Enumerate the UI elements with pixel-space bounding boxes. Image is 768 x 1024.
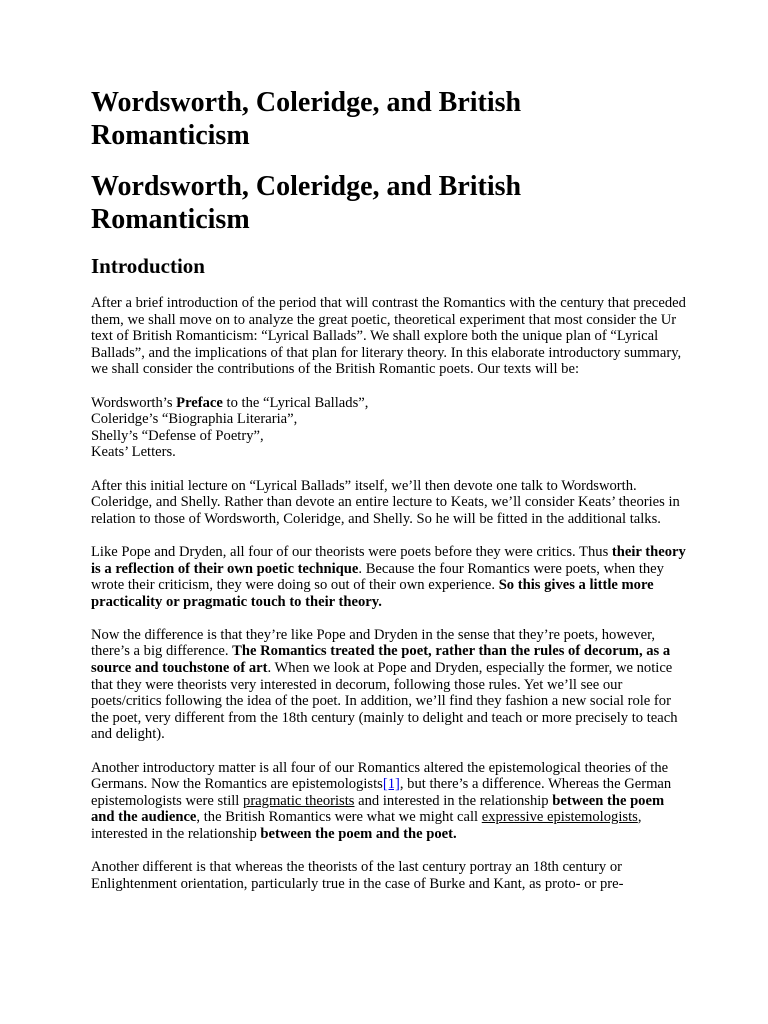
text-item-wordsworth-c: to the “Lyrical Ballads”, [222, 394, 369, 411]
p5-underline-expressive: expressive epistemologists [481, 809, 638, 826]
footnote-link-1[interactable]: [1] [382, 776, 400, 793]
p5-bold-e: between the poem and the audience [91, 792, 665, 826]
text-item-coleridge: Coleridge’s “Biographia Literaria”, [91, 411, 298, 428]
p5-underline-pragmatic: pragmatic theorists [243, 792, 355, 809]
document-title: Wordsworth, Coleridge, and British Romanticism [91, 87, 522, 151]
p3-bold-b: their theory is a reflection of their own poetic technique [91, 543, 686, 577]
p5-text-d: and interested in the relationship [354, 792, 553, 809]
paragraph-pope-dryden [91, 544, 686, 610]
paragraph-epistemology [91, 760, 686, 843]
p3-text-a: Like Pope and Dryden, all four of our theorists were poets before they were critics. Thus [91, 543, 612, 560]
p5-bold-i: between the poem and the poet. [260, 826, 457, 842]
text-item-shelly: Shelly’s “Defense of Poetry”, [91, 427, 264, 444]
document-page [91, 86, 686, 909]
paragraph-orientation: Another different is that whereas the theorists of the last century portray an 18th century or Enlightenment orientation, particularly true in the case of Burke and Kant, as proto- or pre- [91, 859, 624, 892]
p4-bold-b: The Romantics treated the poet, rather than the rules of decorum, as a source and touchstone of art [91, 643, 671, 677]
paragraph-lecture-plan: After this initial lecture on “Lyrical Ballads” itself, we’ll then devote one talk to Wordsworth. Coleridge, and Shelly. Rather than devote an entire lecture to Keats, we’ll consider Keats’ theories in relation to those of Wordsworth, Coleridge, and Shelly. So he will be fitted in the additional talks. [91, 477, 680, 527]
paragraph-difference [91, 627, 686, 743]
p5-text-f: , the British Romantics were what we might call [196, 809, 482, 826]
text-item-preface: Preface [176, 394, 223, 411]
text-item-keats: Keats’ Letters. [91, 444, 176, 461]
paragraph-intro: After a brief introduction of the period that will contrast the Romantics with the century that preceded them, we shall move on to analyze the great poetic, theoretical experiment that most consider the Ur text of British Romanticism: “Lyrical Ballads”. We shall explore both the unique plan of “Lyrical Ballads”, and the implications of that plan for literary theory. In this elaborate introductory summary, we shall consider the contributions of the British Romantic poets. Our texts will be: [91, 295, 686, 378]
p4-text-c: . When we look at Pope and Dryden, especially the former, we notice that they were theorists very interested in decorum, following those rules. Yet we’ll see our poets/critics following the idea of the poet. In addition, we’ll find they fashion a new social role for the poet, very different from the 18th century (mainly to delight and teach or more precisely to teach and delight). [91, 660, 678, 743]
p5-text-b: , but there’s a difference. Whereas the German epistemologists were still [91, 776, 672, 809]
p3-text-c: . Because the four Romantics were poets, when they wrote their criticism, they were doing so out of their own experience. [91, 560, 664, 594]
text-item-wordsworth-a: Wordsworth’s [91, 394, 177, 411]
p5-text-h: , interested in the relationship [91, 809, 642, 842]
p4-text-a: Now the difference is that they’re like Pope and Dryden in the sense that they’re poets, however, there’s a big difference. [91, 626, 656, 660]
section-heading-introduction: Introduction [91, 254, 205, 278]
p5-text-a: Another introductory matter is all four of our Romantics altered the epistemological theories of the Germans. Now the Romantics are epistemologists [91, 759, 669, 793]
texts-list [91, 395, 686, 461]
p3-bold-d: So this gives a little more practicality or pragmatic touch to their theory. [91, 577, 654, 610]
document-title-repeat: Wordsworth, Coleridge, and British Romanticism [91, 171, 522, 235]
